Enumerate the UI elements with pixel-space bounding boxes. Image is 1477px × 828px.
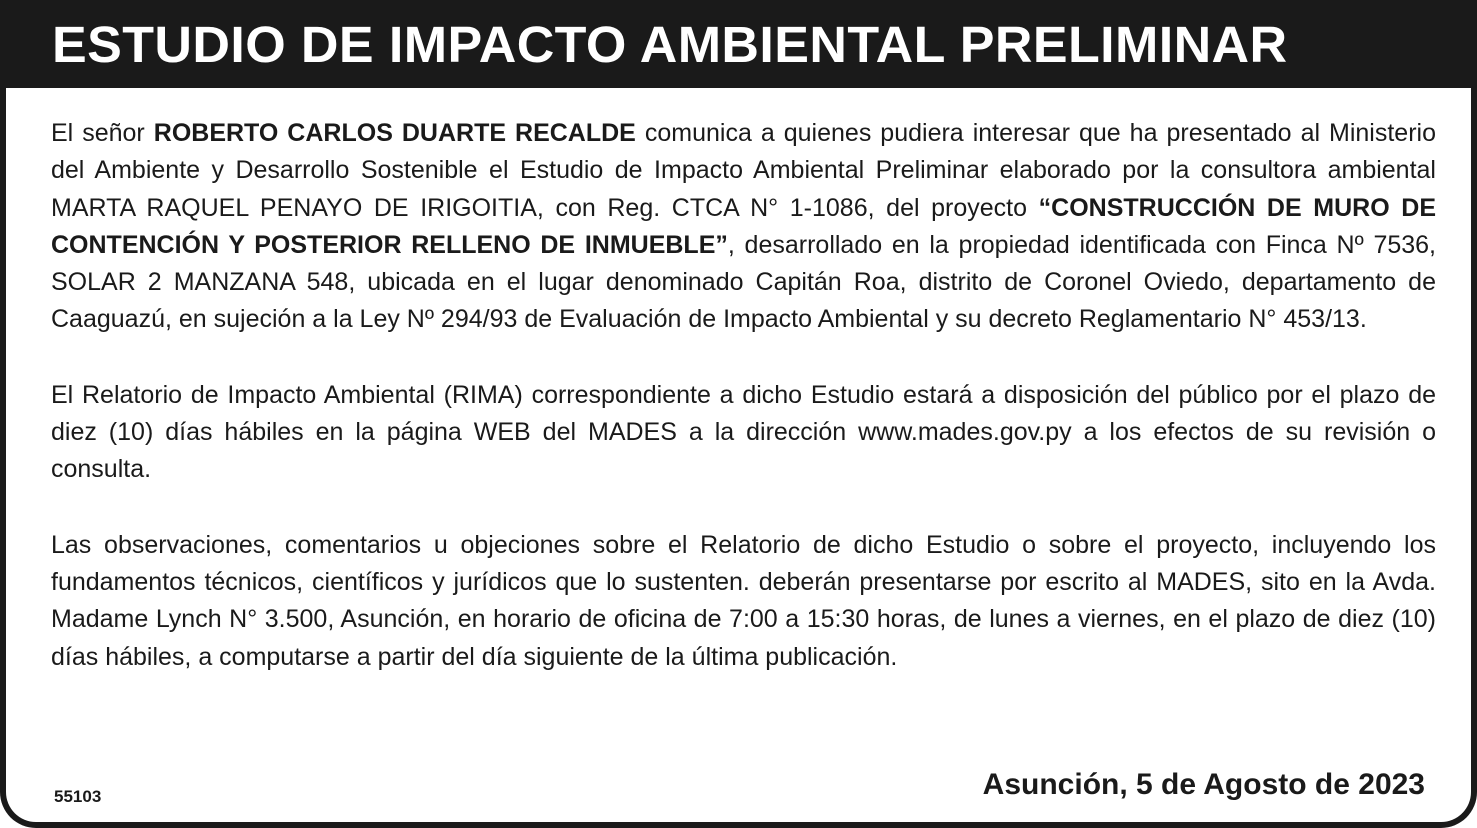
date-line: Asunción, 5 de Agosto de 2023 [982,768,1425,801]
paragraph-observations: Las observaciones, comentarios u objeciones sobre el Relatorio de dicho Estudio o sobre el proyecto, incluyendo los fundamentos técnicos, científicos y jurídicos que lo sustenten. deberán presentarse por escrito al MADES, sito en la Avda. Madame Lynch N° 3.500, Asunción, en horario de oficina de 7:00 a 15:30 horas, de lunes a viernes, en el plazo de diez (10) días hábiles, a computarse a partir del día siguiente de la última publicación. [51,530,1436,671]
project-name: “CONSTRUCCIÓN DE MURO DE CONTENCIÓN Y POSTERIOR RELLENO DE INMUEBLE” [51,193,1436,259]
paragraph-rima-availability: El Relatorio de Impacto Ambiental (RIMA) correspondiente a dicho Estudio estará a disposición del público por el plazo de diez (10) días hábiles en la página WEB del MADES a la dirección www.mades.gov.py a los efectos de su revisión o consulta. [51,380,1436,484]
reference-number: 55103 [54,787,102,806]
applicant-name: ROBERTO CARLOS DUARTE RECALDE [153,119,636,147]
notice-body [51,115,1436,714]
notice-title: ESTUDIO DE IMPACTO AMBIENTAL PRELIMINAR [52,15,1288,73]
title-bar [6,0,1477,88]
paragraph-1-middle: comunica a quienes pudiera interesar que ha presentado al Ministerio del Ambiente y Desarrollo Sostenible el Estudio de Impacto Ambiental Preliminar elaborado por la consultora ambiental MARTA RAQUEL PENAYO DE IRIGOITIA, con Reg. CTCA N° 1-1086, del proyecto [51,119,1436,222]
paragraph-1-suffix: , desarrollado en la propiedad identificada con Finca Nº 7536, SOLAR 2 MANZANA 548, ubicada en el lugar denominado Capitán Roa, distrito de Coronel Oviedo, departamento de Caaguazú, en sujeción a la Ley Nº 294/93 de Evaluación de Impacto Ambiental y su decreto Reglamentario N° 453/13. [51,230,1437,334]
paragraph-1-prefix: El señor [51,119,154,147]
paragraph-presentation [51,115,1436,339]
